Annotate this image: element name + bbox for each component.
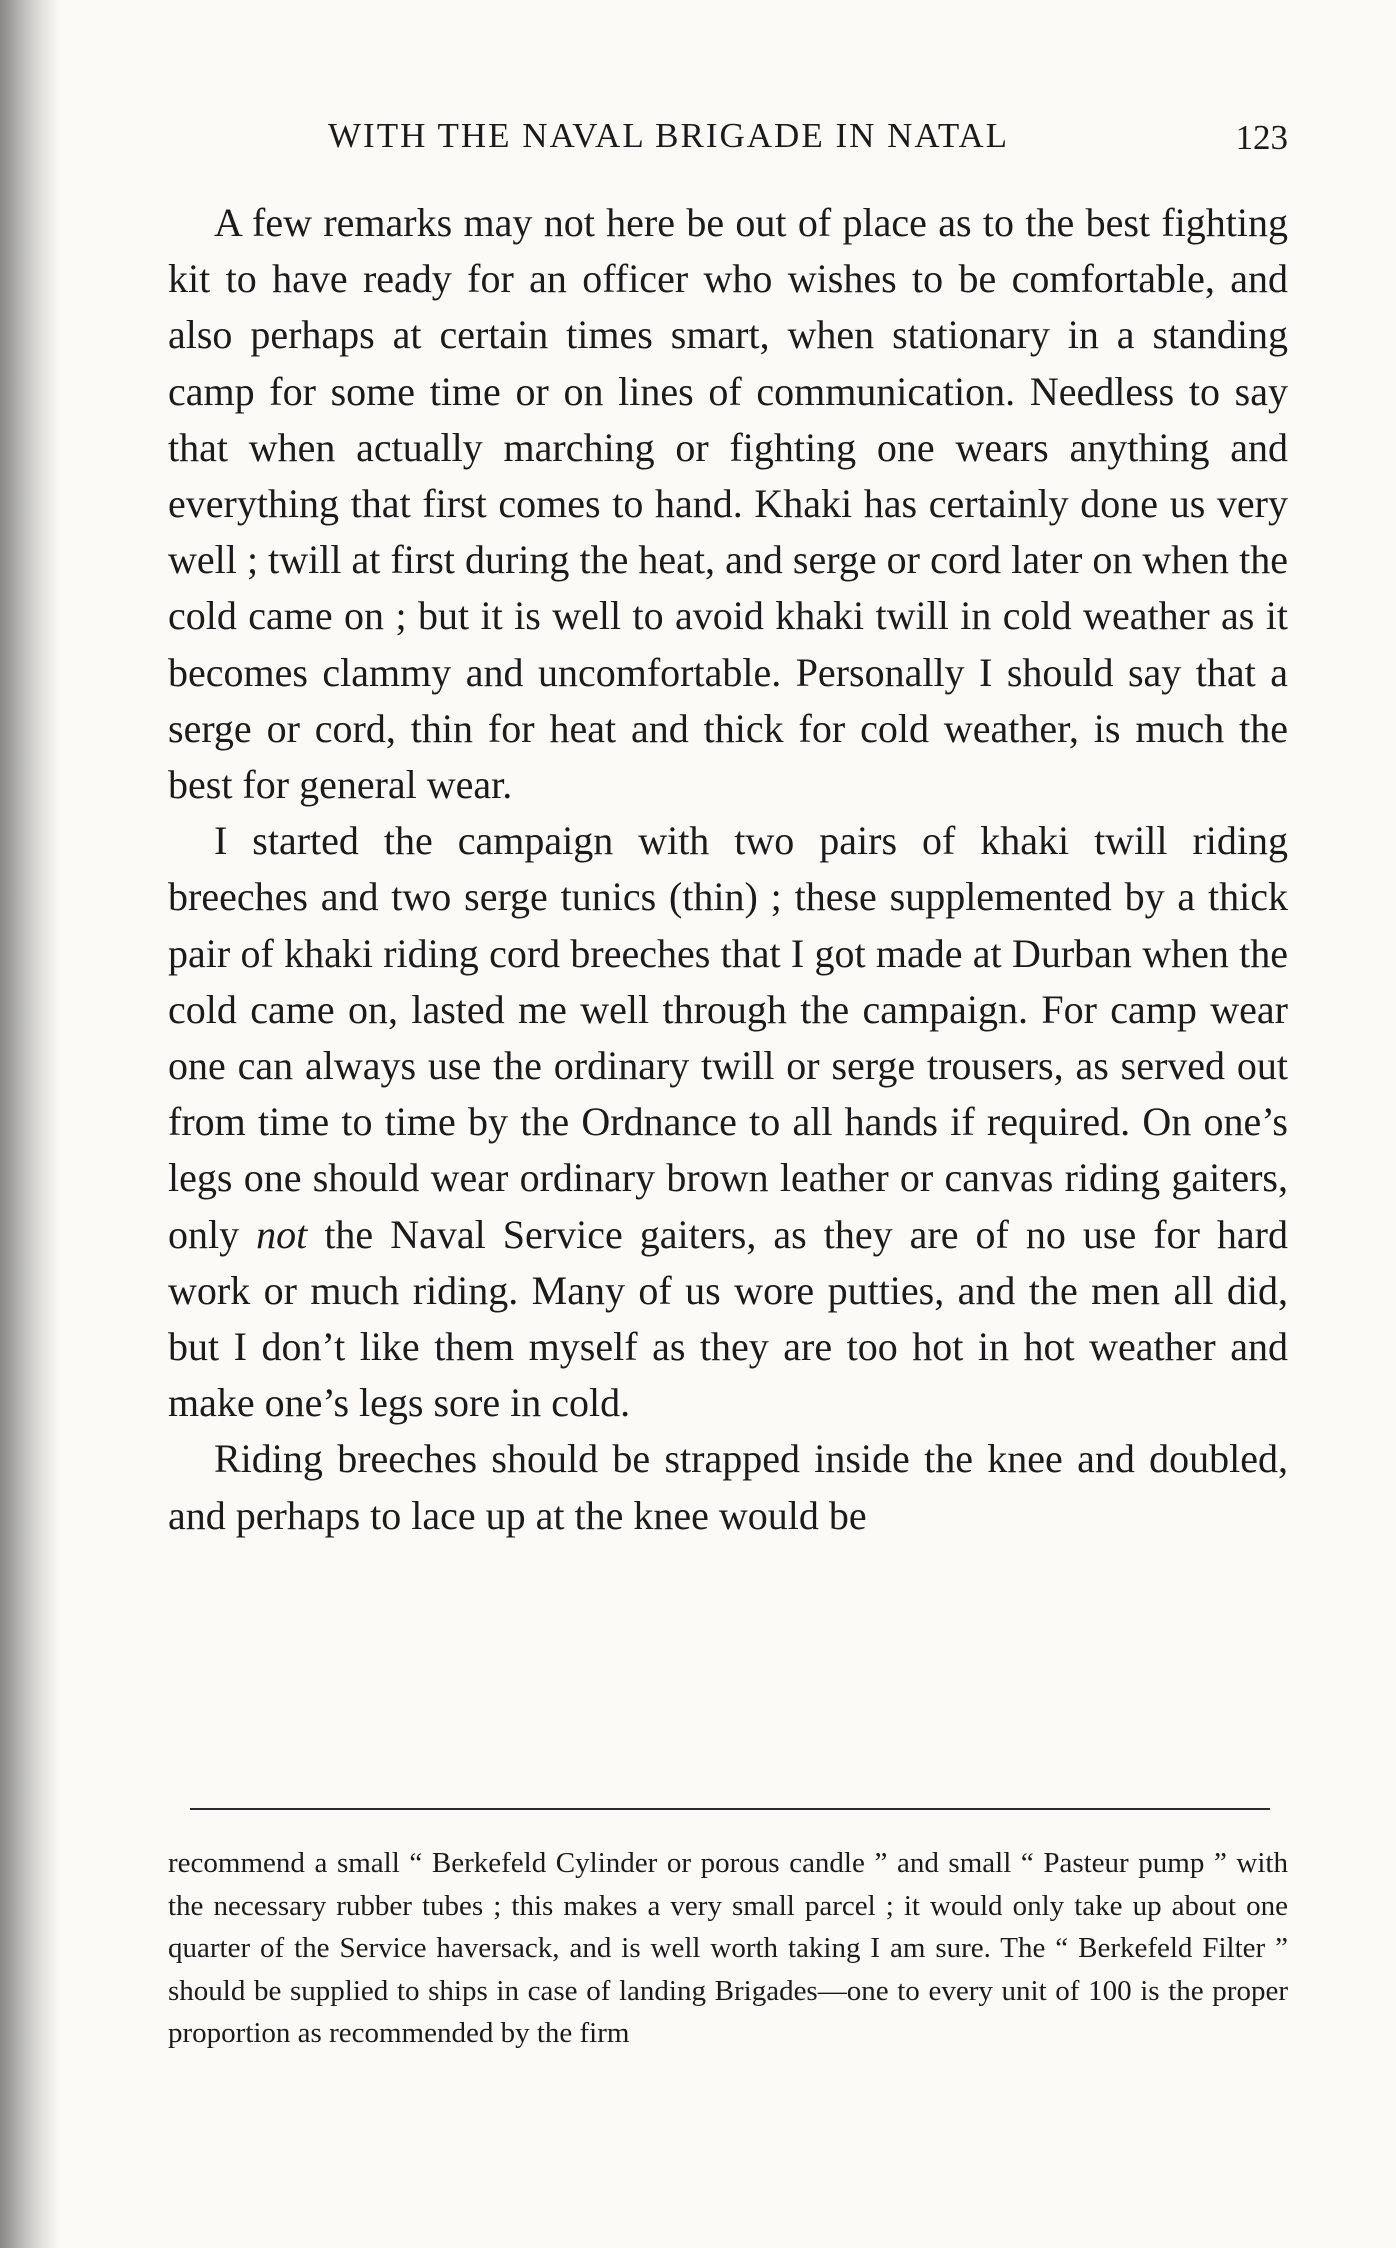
body-text bbox=[168, 195, 1288, 1544]
footnote bbox=[168, 1842, 1288, 2055]
running-head: WITH THE NAVAL BRIGADE IN NATAL bbox=[328, 116, 1010, 155]
paragraph-fighting-kit: A few remarks may not here be out of place as to the best fighting kit to have ready for an officer who wishes to be comfortable, and also perhaps at certain times smart, when stationary in a standing camp for some time or on lines of communication. Needless to say that when actually marching or fighting one wears anything and everything that first comes to hand. Khaki has certainly done us very well ; twill at first during the heat, and serge or cord later on when the cold came on ; but it is well to avoid khaki twill in cold weather as it becomes clammy and uncomfortable. Personally I should say that a serge or cord, thin for heat and thick for cold weather, is much the best for general wear. bbox=[168, 200, 1288, 808]
paragraph-campaign-clothing-part1: I started the campaign with two pairs of khaki twill riding breeches and two serge tunics (thin) ; these supplemented by a thick pair of khaki riding cord breeches that I got made at Durban when the cold came on, lasted me well through the campaign. For camp wear one can always use the ordinary twill or serge trousers, as served out from time to time by the Ordnance to all hands if required. On one’s legs one should wear ordinary brown leather or canvas riding gaiters, only bbox=[168, 818, 1288, 1257]
paragraph-campaign-clothing-part2: the Naval Service gaiters, as they are of no use for hard work or much riding. Many of us wore putties, and the men all did, but I don’t like them myself as they are too hot in hot weather and make one’s legs sore in cold. bbox=[168, 1211, 1288, 1426]
footnote-text: recommend a small “ Berkefeld Cylinder or porous candle ” and small “ Pasteur pump ” with the necessary rubber tubes ; this makes a very small parcel ; it would only take up about one quarter of the Service haversack, and is well worth taking I am sure. The “ Berkefeld Filter ” should be supplied to ships in case of landing Brigades—one to every unit of 100 is the proper proportion as recommended by the firm bbox=[168, 1847, 1288, 2049]
paragraph-campaign-clothing bbox=[168, 813, 1288, 1431]
page-number: 123 bbox=[1235, 118, 1288, 157]
paragraph-riding-breeches: Riding breeches should be strapped inside the knee and doubled, and perhaps to lace up at the knee would be bbox=[168, 1436, 1288, 1538]
page-binding-edge bbox=[0, 0, 60, 2248]
emphasis-not: not bbox=[256, 1211, 308, 1257]
footnote-divider bbox=[190, 1808, 1270, 1810]
page-header bbox=[168, 116, 1308, 162]
